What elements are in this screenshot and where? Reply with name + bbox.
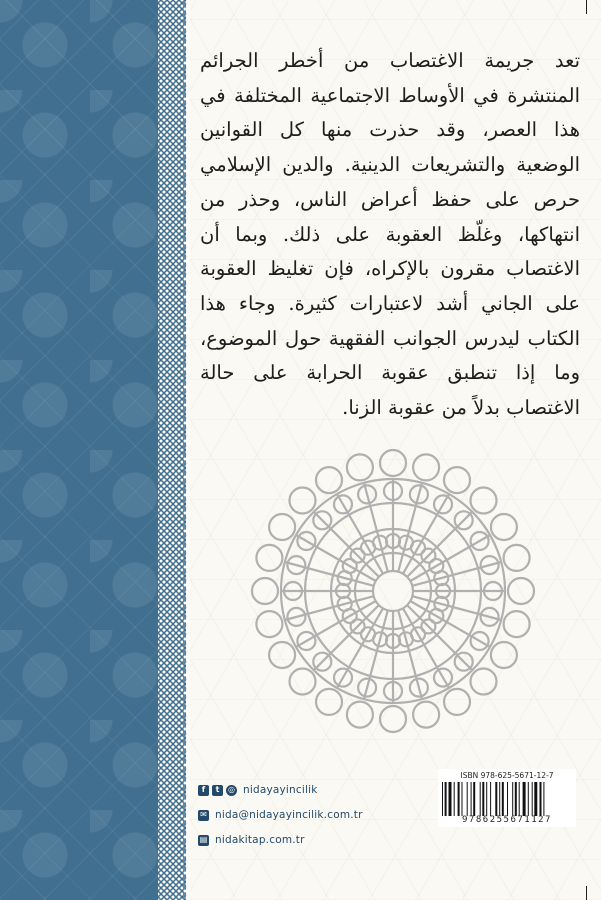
barcode-bar bbox=[532, 782, 533, 816]
mandala-ornament bbox=[248, 446, 538, 736]
mandala-stroke bbox=[347, 702, 373, 728]
isbn-barcode bbox=[438, 769, 576, 827]
mandala-stroke bbox=[314, 512, 379, 577]
mandala-stroke bbox=[290, 488, 316, 514]
shop-icon: ▤ bbox=[199, 835, 208, 844]
mandala-stroke bbox=[269, 514, 295, 540]
twitter-icon[interactable]: t bbox=[212, 785, 223, 796]
barcode-bar bbox=[507, 782, 508, 816]
crop-mark bbox=[586, 0, 587, 14]
mandala-stroke bbox=[373, 571, 413, 611]
barcode-bar bbox=[471, 782, 472, 816]
patterned-side-band bbox=[0, 0, 180, 900]
mandala-stroke bbox=[504, 611, 530, 637]
mandala-stroke bbox=[314, 605, 379, 670]
email-address[interactable]: nida@nidayayincilik.com.tr bbox=[215, 809, 363, 821]
publisher-contacts bbox=[198, 779, 363, 854]
barcode-bar bbox=[499, 782, 500, 816]
barcode-bar bbox=[528, 782, 529, 816]
mandala-stroke bbox=[269, 642, 295, 668]
mandala-stroke bbox=[256, 611, 282, 637]
mandala-stroke bbox=[380, 706, 406, 732]
email-row bbox=[198, 804, 363, 826]
mandala-stroke bbox=[471, 669, 497, 695]
crop-mark bbox=[586, 886, 587, 900]
barcode-bar bbox=[543, 782, 544, 816]
mandala-stroke bbox=[316, 689, 342, 715]
barcode-bar bbox=[523, 782, 526, 816]
instagram-icon[interactable]: ◎ bbox=[226, 785, 237, 796]
website-row bbox=[198, 829, 363, 851]
mandala-stroke bbox=[256, 545, 282, 571]
mandala-stroke bbox=[444, 467, 470, 493]
email-icon: ✉ bbox=[198, 810, 209, 821]
barcode-bar bbox=[490, 782, 491, 816]
social-handle[interactable]: nidayayincilik bbox=[243, 784, 318, 796]
barcode-bar bbox=[482, 782, 484, 816]
mandala-stroke bbox=[407, 605, 472, 670]
barcode-bar bbox=[512, 782, 513, 816]
barcode-bar bbox=[449, 782, 452, 816]
website-link[interactable]: nidakitap.com.tr bbox=[215, 834, 305, 846]
social-row bbox=[198, 779, 363, 801]
mandala-stroke bbox=[316, 467, 342, 493]
barcode-bar bbox=[515, 782, 517, 816]
mandala-stroke bbox=[491, 642, 517, 668]
mandala-stroke bbox=[290, 669, 316, 695]
barcode-bars bbox=[442, 782, 572, 816]
barcode-bar bbox=[480, 782, 481, 816]
mandala-stroke bbox=[504, 545, 530, 571]
mandala-stroke bbox=[444, 689, 470, 715]
lace-border bbox=[158, 0, 186, 900]
mandala-stroke bbox=[413, 702, 439, 728]
facebook-icon[interactable]: f bbox=[198, 785, 209, 796]
barcode-number: 9786255671127 bbox=[462, 815, 552, 825]
mandala-stroke bbox=[491, 514, 517, 540]
mandala-stroke bbox=[380, 450, 406, 476]
mandala-stroke bbox=[471, 488, 497, 514]
mandala-stroke bbox=[508, 578, 534, 604]
barcode-bar bbox=[467, 782, 468, 816]
barcode-bar bbox=[486, 782, 487, 816]
barcode-bar bbox=[462, 782, 463, 816]
barcode-bar bbox=[445, 782, 447, 816]
barcode-bar bbox=[519, 782, 520, 816]
barcode-bar bbox=[495, 782, 497, 816]
barcode-bar bbox=[540, 782, 542, 816]
isbn-label: ISBN 978-625-5671-12-7 bbox=[460, 771, 554, 780]
mandala-stroke bbox=[407, 512, 472, 577]
mandala-stroke bbox=[347, 454, 373, 480]
blurb-text: تعد جريمة الاغتصاب من أخطر الجرائم المنتشرة في الأوساط الاجتماعية المختلفة في هذا العصر، وقد حذرت منها كل القوانين الوضعية والتشريعات الدينية. والدين الإسلامي حرص على حفظ أعراض الناس، وحذر من انتهاكها، وغلّظ العقوبة على ذلك. وبما أن الاغتصاب مقرون بالإكراه، فإن تغليظ العقوبة على الجاني أشد لاعتبارات كثيرة. وجاء هذا الكتاب ليدرس الجوانب الفقهية حول الموضوع، وما إذا تنطبق عقوبة الحرابة على حالة الاغتصاب بدلاً من عقوبة الزنا. bbox=[200, 49, 580, 420]
barcode-bar bbox=[502, 782, 504, 816]
barcode-bar bbox=[473, 782, 475, 816]
barcode-bar bbox=[454, 782, 455, 816]
barcode-bar bbox=[442, 782, 443, 816]
mandala-stroke bbox=[413, 454, 439, 480]
barcode-bar bbox=[534, 782, 537, 816]
mandala-stroke bbox=[252, 578, 278, 604]
barcode-bar bbox=[458, 782, 460, 816]
